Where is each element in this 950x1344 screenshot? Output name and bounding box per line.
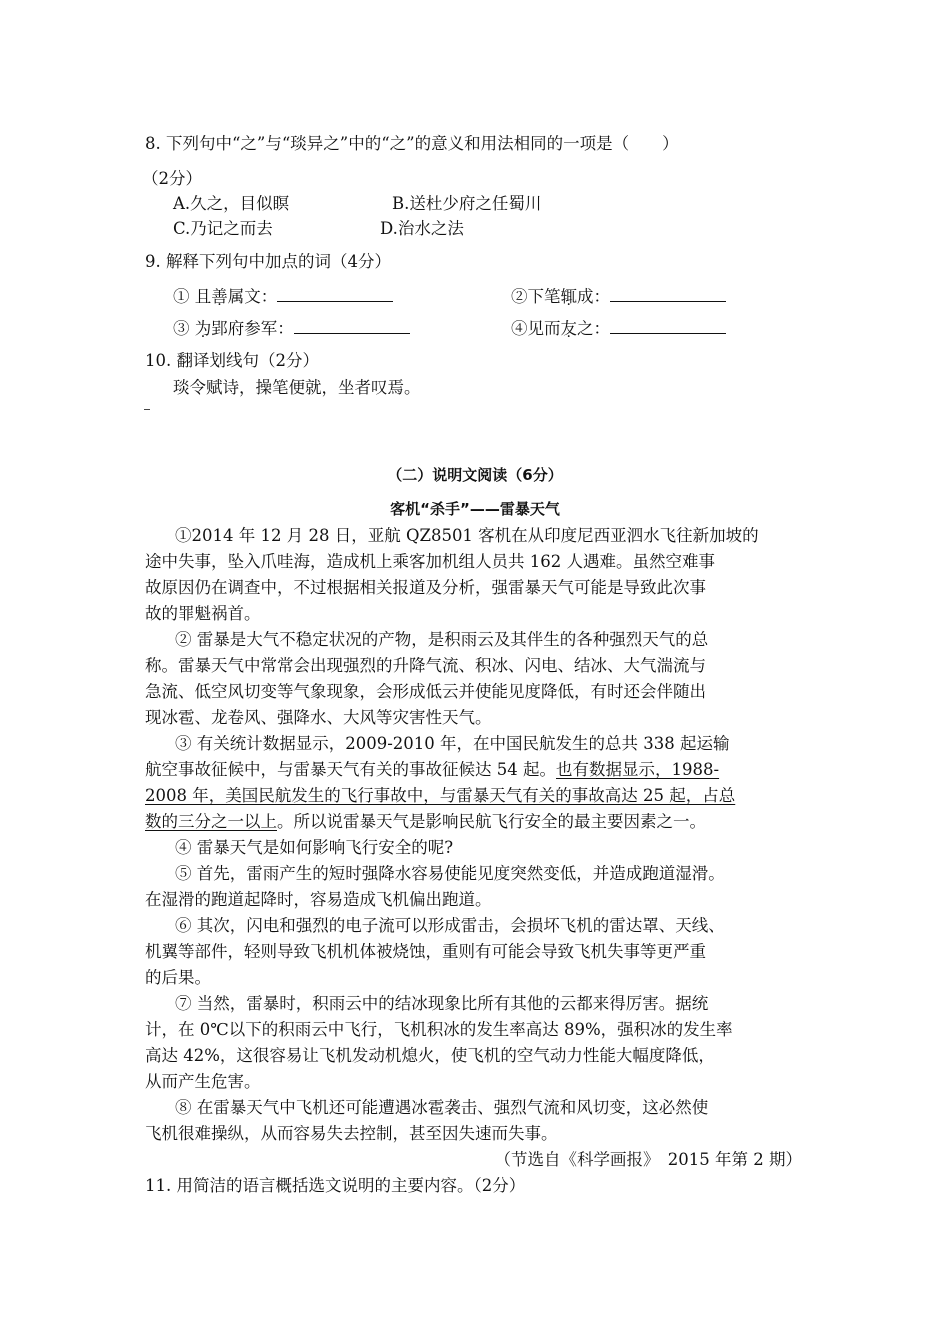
paragraph-2-line: 称。雷暴天气中常常会出现强烈的升降气流、积冰、闪电、结冰、大气湍流与	[145, 656, 706, 675]
paragraph-7-line: 计，在 0℃以下的积雨云中飞行，飞机积冰的发生率高达 89%，强积冰的发生率	[145, 1020, 733, 1039]
underlined-sentence: 也有数据显示，1988-	[556, 760, 720, 779]
item-number: ③	[173, 319, 190, 338]
dotted-word: 辄	[560, 287, 577, 306]
paragraph-6-line: 的后果。	[145, 968, 211, 987]
underlined-sentence: 2008 年，美国民航发生的飞行事故中，与雷暴天气有关的事故高达 25 起，占总	[145, 786, 736, 805]
dotted-word: 友	[560, 319, 577, 338]
item-text: 之：	[577, 319, 610, 338]
q9-item-3	[173, 318, 410, 340]
article-title: 客机“杀手”——雷暴天气	[390, 500, 560, 518]
paragraph-1-line: 故原因仍在调查中，不过根据相关报道及分析，强雷暴天气可能是导致此次事	[145, 578, 706, 597]
section-heading: （二）说明文阅读（6分）	[387, 466, 563, 484]
paragraph-8-line: ⑧ 在雷暴天气中飞机还可能遭遇冰雹袭击、强烈气流和风切变，这必然使	[175, 1098, 709, 1117]
paragraph-3-line	[145, 759, 719, 781]
item-text: 且	[194, 287, 212, 306]
paragraph-1-line: 故的罪魁祸首。	[145, 604, 261, 623]
item-number: ①	[173, 287, 190, 306]
q8-option-d: D.治水之法	[380, 219, 464, 238]
paragraph-2-line: 现冰雹、龙卷风、强降水、大风等灾害性天气。	[145, 708, 492, 727]
answer-blank[interactable]	[610, 286, 726, 302]
article-source: （节选自《科学画报》 2015 年第 2 期）	[494, 1150, 802, 1169]
answer-blank[interactable]	[610, 318, 726, 334]
paragraph-7-line: 高达 42%，这很容易让飞机发动机熄火，使飞机的空气动力性能大幅度降低，	[145, 1046, 715, 1065]
item-text: 成：	[577, 287, 610, 306]
q8-stem: 8. 下列句中“之”与“琰异之”中的“之”的意义和用法相同的一项是（ ）	[145, 134, 679, 153]
dotted-word: 为	[194, 319, 212, 338]
dotted-word: 善	[211, 287, 228, 306]
item-text: 下笔	[527, 287, 561, 306]
q10-stem: 10. 翻译划线句（2分）	[145, 351, 319, 370]
item-text: 郢府参军：	[211, 319, 294, 338]
paragraph-1-line: ①2014 年 12 月 28 日，亚航 QZ8501 客机在从印度尼西亚泗水飞往新加坡的	[175, 526, 759, 545]
paragraph-2-line: 急流、低空风切变等气象现象，会形成低云并使能见度降低，有时还会伴随出	[145, 682, 706, 701]
stray-dash	[144, 409, 150, 410]
q9-stem: 9. 解释下列句中加点的词（4分）	[145, 252, 391, 271]
item-number: ④	[511, 319, 528, 338]
answer-blank[interactable]	[277, 286, 393, 302]
plain-text: 。所以说雷暴天气是影响民航飞行安全的最主要因素之一。	[277, 812, 706, 831]
paragraph-5-line: ⑤ 首先，雷雨产生的短时强降水容易使能见度突然变低，并造成跑道湿滑。	[175, 864, 725, 883]
item-text: 属文：	[227, 287, 278, 306]
paragraph-4: ④ 雷暴天气是如何影响飞行安全的呢?	[175, 838, 454, 857]
paragraph-1-line: 途中失事，坠入爪哇海，造成机上乘客加机组人员共 162 人遇难。虽然空难事	[145, 552, 715, 571]
q11-stem: 11. 用简洁的语言概括选文说明的主要内容。（2分）	[145, 1176, 526, 1195]
paragraph-2-line: ② 雷暴是大气不稳定状况的产物，是积雨云及其伴生的各种强烈天气的总	[175, 630, 709, 649]
q8-option-b: B.送杜少府之任蜀川	[392, 194, 542, 213]
paragraph-5-line: 在湿滑的跑道起降时，容易造成飞机偏出跑道。	[145, 890, 492, 909]
underlined-sentence: 数的三分之一以上	[145, 812, 277, 831]
paragraph-7-line: 从而产生危害。	[145, 1072, 261, 1091]
plain-text: 航空事故征候中，与雷暴天气有关的事故征候达 54 起。	[145, 760, 556, 779]
paragraph-7-line: ⑦ 当然，雷暴时，积雨云中的结冰现象比所有其他的云都来得厉害。据统	[175, 994, 709, 1013]
q9-item-2	[511, 286, 726, 308]
q8-score: （2分）	[142, 169, 202, 188]
q9-item-4	[511, 318, 726, 340]
q8-option-c: C.乃记之而去	[173, 219, 273, 238]
item-number: ②	[511, 287, 528, 306]
q9-item-1	[173, 286, 393, 308]
paragraph-6-line: ⑥ 其次，闪电和强烈的电子流可以形成雷击，会损坏飞机的雷达罩、天线、	[175, 916, 725, 935]
paragraph-3-line	[145, 811, 706, 833]
answer-blank[interactable]	[294, 318, 410, 334]
item-text: 见而	[527, 319, 561, 338]
paragraph-8-line: 飞机很难操纵，从而容易失去控制，甚至因失速而失事。	[145, 1124, 558, 1143]
q8-option-a: A.久之，目似瞑	[173, 194, 290, 213]
paragraph-3-line: ③ 有关统计数据显示，2009-2010 年，在中国民航发生的总共 338 起运输	[175, 734, 730, 753]
q10-sentence: 琰令赋诗，操笔便就，坐者叹焉。	[173, 378, 421, 397]
paragraph-6-line: 机翼等部件，轻则导致飞机机体被烧蚀，重则有可能会导致飞机失事等更严重	[145, 942, 706, 961]
